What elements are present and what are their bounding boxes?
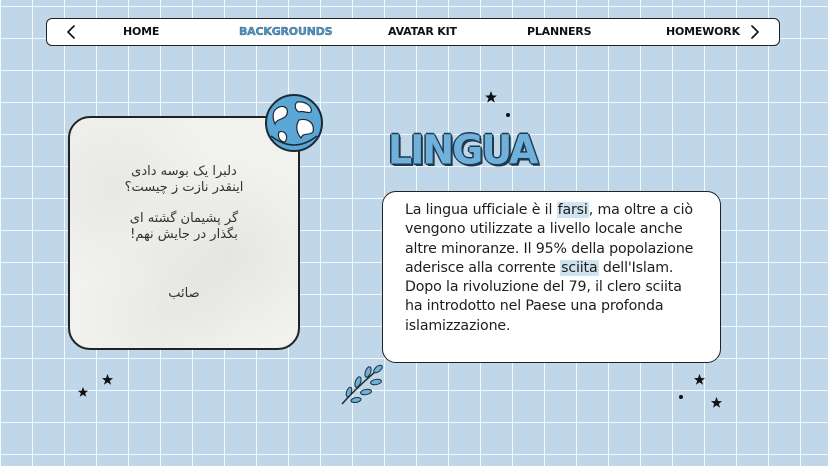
star-icon	[678, 394, 684, 400]
star-icon	[505, 112, 511, 118]
top-navigation	[46, 18, 780, 46]
nav-item-backgrounds[interactable]: BACKGROUNDS	[239, 25, 333, 38]
nav-item-avatar-kit[interactable]: AVATAR KIT	[388, 25, 457, 38]
star-icon	[710, 396, 723, 409]
nav-prev-button[interactable]	[61, 22, 81, 42]
poem-line: گر پشیمان گشته ای	[129, 211, 239, 226]
poem-line: بگذار در جایش نهم!	[130, 227, 238, 242]
poem	[70, 164, 298, 258]
star-icon	[693, 373, 706, 386]
star-icon	[484, 90, 498, 104]
text-part: , ma oltre a ciò vengono utilizzate a livello locale anche altre minoranze. Il 95% della popolazione aderisce alla corrente	[405, 202, 694, 276]
poem-line: دلبرا یک بوسه دادی	[131, 164, 237, 179]
chevron-right-icon	[749, 25, 761, 39]
star-icon	[77, 386, 89, 398]
poem-author: صائب	[168, 286, 200, 301]
nav-item-home[interactable]: HOME	[123, 25, 160, 38]
section-title: LINGUA	[388, 126, 537, 174]
text-card	[382, 191, 721, 363]
nav-item-homework[interactable]: HOMEWORK	[666, 25, 740, 38]
star-icon	[101, 373, 114, 386]
globe-icon	[263, 92, 325, 154]
text-part: La lingua ufficiale è il	[405, 202, 557, 218]
nav-next-button[interactable]	[745, 22, 765, 42]
chevron-left-icon	[65, 25, 77, 39]
body-paragraph	[405, 201, 702, 336]
highlight-farsi: farsi	[557, 202, 588, 218]
text-part: dell'Islam. Dopo la rivoluzione del 79, il clero sciita ha introdotto nel Paese una profonda islamizzazione.	[405, 259, 682, 334]
poem-line: اینقدر نازت ز چیست؟	[124, 180, 244, 195]
highlight-sciita: sciita	[561, 259, 598, 276]
leaf-branch-icon	[338, 360, 388, 408]
nav-item-planners[interactable]: PLANNERS	[527, 25, 592, 38]
